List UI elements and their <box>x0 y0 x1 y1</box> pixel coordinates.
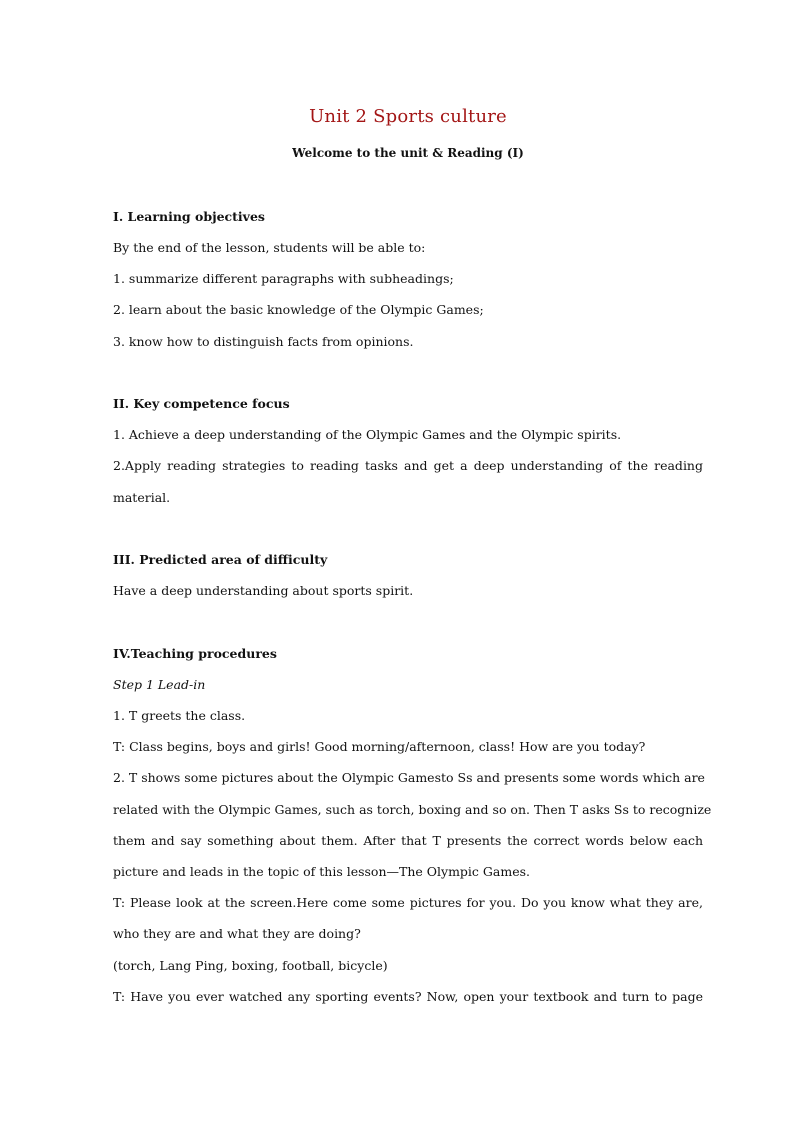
objectives-intro: By the end of the lesson, students will be able to: <box>113 240 426 255</box>
section-heading-objectives: I. Learning objectives <box>113 209 265 224</box>
procedure-line: related with the Olympic Games, such as torch, boxing and so on. Then T asks Ss to recognize <box>113 802 712 817</box>
procedure-line: (torch, Lang Ping, boxing, football, bicycle) <box>113 958 388 973</box>
competence-item-2-line-2: material. <box>113 490 171 505</box>
difficulty-text: Have a deep understanding about sports spirit. <box>113 583 414 598</box>
section-heading-procedures: IV.Teaching procedures <box>113 646 277 661</box>
procedure-line: 1. T greets the class. <box>113 708 246 723</box>
section-heading-competence: II. Key competence focus <box>113 396 290 411</box>
procedure-line: T: Please look at the screen.Here come some pictures for you. Do you know what they are, <box>113 895 703 910</box>
procedure-line: 2. T shows some pictures about the Olympic Gamesto Ss and presents some words which are <box>113 770 705 785</box>
objective-item-1: 1. summarize different paragraphs with subheadings; <box>113 271 454 286</box>
document-subtitle: Welcome to the unit & Reading (I) <box>292 146 524 160</box>
procedure-line: T: Class begins, boys and girls! Good morning/afternoon, class! How are you today? <box>113 739 646 754</box>
procedure-line: T: Have you ever watched any sporting events? Now, open your textbook and turn to page <box>113 989 703 1004</box>
competence-item-1: 1. Achieve a deep understanding of the Olympic Games and the Olympic spirits. <box>113 427 622 442</box>
objective-item-2: 2. learn about the basic knowledge of the Olympic Games; <box>113 302 484 317</box>
section-heading-difficulty: III. Predicted area of difficulty <box>113 552 328 567</box>
procedure-line: picture and leads in the topic of this lesson—The Olympic Games. <box>113 864 530 879</box>
objective-item-3: 3. know how to distinguish facts from opinions. <box>113 334 414 349</box>
procedure-line: who they are and what they are doing? <box>113 926 361 941</box>
step-1-heading: Step 1 Lead-in <box>113 677 206 692</box>
procedure-line: them and say something about them. After that T presents the correct words below each <box>113 833 703 848</box>
document-title: Unit 2 Sports culture <box>309 106 507 127</box>
competence-item-2-line-1: 2.Apply reading strategies to reading tasks and get a deep understanding of the reading <box>113 458 703 473</box>
